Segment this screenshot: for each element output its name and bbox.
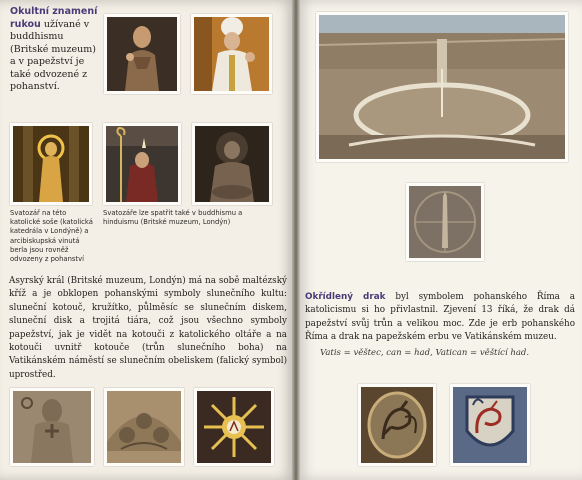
catholic-statue-halo-photo: [10, 123, 92, 205]
archbishop-crozier-photo: [103, 123, 181, 205]
sun-altar-disc-photo: [194, 388, 274, 466]
statue-halo-caption: Svatozář na této katolické soše (katolická katedrála v Londýně) a arcibiskupská vinutá berla jsou rovněž odvozeny z pohanství: [10, 209, 93, 264]
obelisk-photo: [406, 183, 484, 261]
roman-dragon-crest-photo: [358, 384, 436, 466]
book-gutter: [292, 0, 300, 480]
dragon-title: Okřídlený drak: [305, 292, 386, 302]
right-page: [296, 0, 582, 480]
papal-dragon-crest-photo: [450, 384, 530, 466]
assyrian-king-relief-photo: [10, 388, 94, 466]
buddha-halo-statue-photo: [192, 123, 272, 205]
hand-sign-title: Okultní znamení rukou: [10, 6, 98, 30]
hand-sign-intro: [10, 6, 100, 94]
dragon-paragraph: [305, 291, 575, 345]
vatican-etymology: Vatis = věštec, can = had, Vatican = věštící had.: [320, 348, 530, 358]
pope-hand-sign-photo: [191, 14, 272, 94]
hand-sign-text: užívané v buddhismu (Britské muzeum) a v papežství je také odvozené z pohanství.: [10, 18, 96, 92]
dragon-text: byl symbolem pohanského Říma a katolicismu si ho přivlastnil. Zjevení 13 říká, že drak dá papežství svůj trůn a velikou moc. Zde je erb pohanského Říma a drak na papežském erbu ve Vatikánském muzeu.: [305, 292, 575, 343]
vatican-square-photo: [316, 12, 568, 162]
sun-disc-relief-photo: [104, 388, 184, 466]
buddhism-halo-caption: Svatozáře lze spatřit také v buddhismu a hinduismu (Britské muzeum, Londýn): [103, 209, 243, 227]
assyrian-king-paragraph: Asyrský král (Britské muzeum, Londýn) má na sobě maltézský kříž a je obklopen pohanskými symboly slunečního kultu: sluneční kotouč, kružítko, půlměsíc se slunečním diskem, sluneční disk a trojitá tiára, což jsou všechno symboly papežství, jak je vidět na kotouči z katolického oltáře a na kotouči uvnitř kotouče (trůn slunečního boha) na Vatikánském náměstí se slunečním obeliskem (falický symbol) uprostřed.: [9, 276, 287, 380]
buddha-hand-sign-photo: [104, 14, 180, 94]
